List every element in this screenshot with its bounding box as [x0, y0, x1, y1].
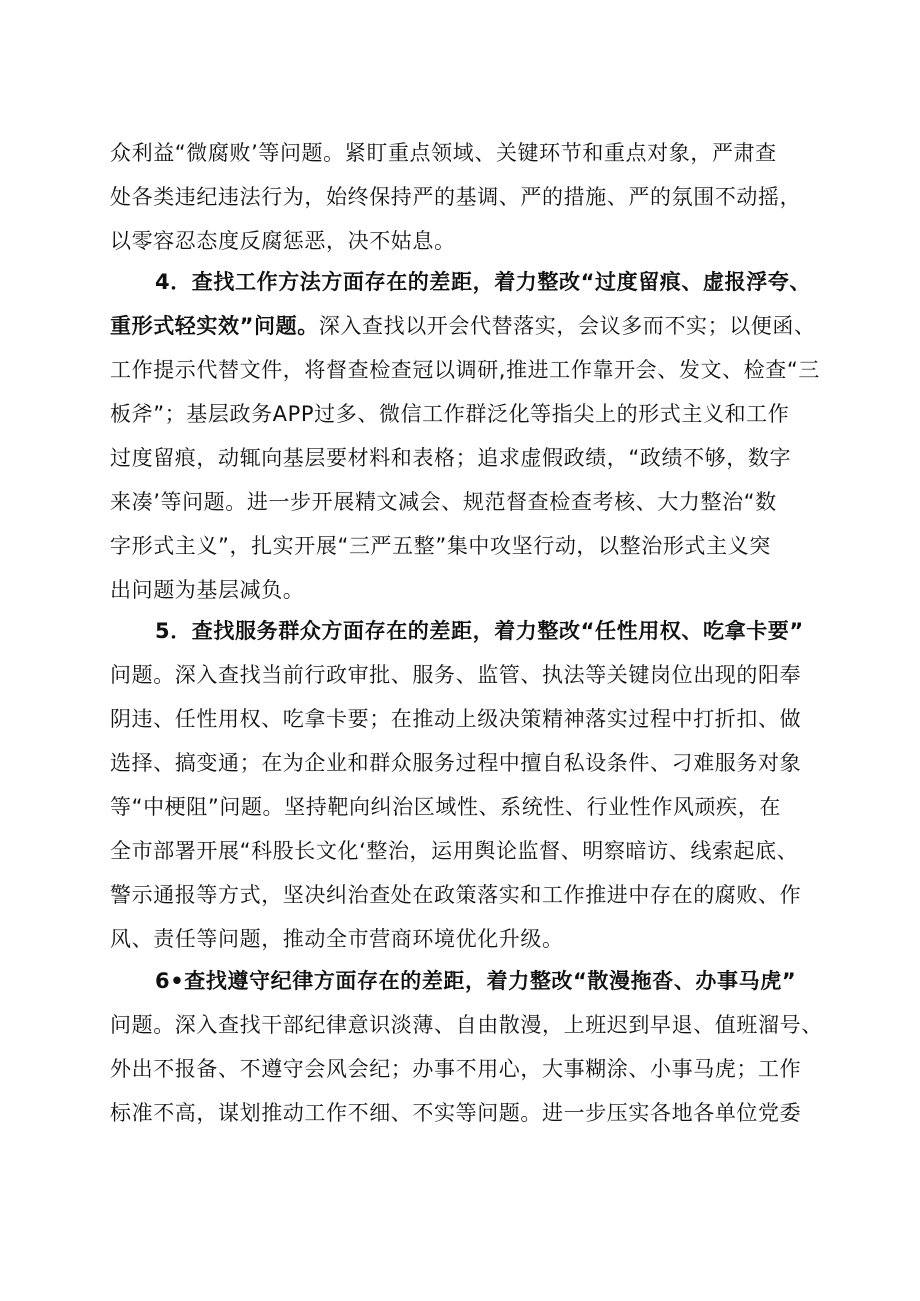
text-line [110, 355, 820, 385]
line-text: 6•查找遵守纪律方面存在的差距，着力整改“散漫拖沓、办事马虎” [155, 969, 797, 993]
line-text: 来凑’等问题。进一步开展精文减会、规范督查检查考核、大力整治“数 [110, 490, 777, 514]
text-line [110, 443, 791, 473]
text-line [110, 487, 777, 517]
text-line [110, 924, 564, 954]
line-text: 选择、搞变通；在为企业和群众服务过程中擅自私设条件、刁难服务对象 [110, 751, 802, 775]
line-text: 等“中梗阻”问题。坚持靶向纠治区域性、系统性、行业性作风顽疾，在 [110, 795, 781, 819]
text-line [110, 1098, 801, 1128]
line-text: 工作提示代替文件，将督查检查冠以调研,推进工作靠开会、发文、检查“三 [110, 358, 820, 382]
line-text: 以零容忍态度反腐惩恶，决不姑息。 [110, 229, 456, 253]
text-line [110, 880, 801, 910]
text-line [110, 399, 789, 429]
text-line [110, 792, 781, 822]
line-text: 字形式主义”，扎实开展“三严五整”集中攻坚行动，以整治形式主义突 [110, 534, 771, 558]
line-text: 处各类违纪违法行为，始终保持严的基调、严的措施、严的氛围不动摇， [110, 185, 802, 209]
line-text: 出问题为基层减负。 [110, 578, 305, 602]
text-line [110, 311, 816, 341]
text-line [110, 836, 798, 866]
section-6-heading [155, 966, 796, 996]
heading-continuation: 重形式轻实效”问题。 [110, 314, 319, 338]
line-text: 阴违、任性用权、吃拿卡要；在推动上级决策精神落实过程中打折扣、做 [110, 707, 802, 731]
line-text: 问题。深入查找干部纪律意识淡薄、自由散漫，上班迟到早退、值班溜号、 [110, 1013, 823, 1037]
text-line [110, 1010, 823, 1040]
text-line [110, 226, 456, 256]
line-text: 警示通报等方式，坚决纠治查处在政策落实和工作推进中存在的腐败、作 [110, 883, 802, 907]
line-text: 深入查找以开会代替落实，会议多而不实；以便函、 [318, 314, 816, 338]
line-text: 全市部署开展“科股长文化‘整治，运用舆论监督、明察暗访、线索起底、 [110, 839, 799, 863]
section-4-heading [155, 267, 811, 297]
text-line [110, 138, 777, 168]
line-text: 过度留痕，动辄向基层要材料和表格；追求虚假政绩，“政绩不够，数字 [110, 446, 792, 470]
line-text: 问题。深入查找当前行政审批、服务、监管、执法等关键岗位出现的阳奉 [110, 663, 802, 687]
line-text: 风、责任等问题，推动全市营商环境优化升级。 [110, 927, 564, 951]
text-line [110, 1054, 801, 1084]
text-line [110, 182, 801, 212]
line-text: 板斧”；基层政务APP过多、微信工作群泛化等指尖上的形式主义和工作 [110, 402, 790, 426]
text-line [110, 704, 801, 734]
section-5-heading [155, 616, 804, 646]
line-text: 标准不高，谋划推动工作不细、不实等问题。进一步压实各地各单位党委 [110, 1101, 802, 1125]
text-line [110, 531, 771, 561]
text-line [110, 748, 801, 778]
line-text: 5．查找服务群众方面存在的差距，着力整改“任性用权、吃拿卡要” [155, 619, 804, 643]
text-line [110, 575, 304, 605]
line-text: 众利益“微腐败’等问题。紧盯重点领域、关键环节和重点对象，严肃查 [110, 141, 777, 165]
line-text: 4．查找工作方法方面存在的差距，着力整改“过度留痕、虚报浮夸、 [155, 270, 812, 294]
line-text: 外出不报备、不遵守会风会纪；办事不用心，大事糊涂、小事马虎；工作 [110, 1057, 802, 1081]
text-line [110, 660, 801, 690]
